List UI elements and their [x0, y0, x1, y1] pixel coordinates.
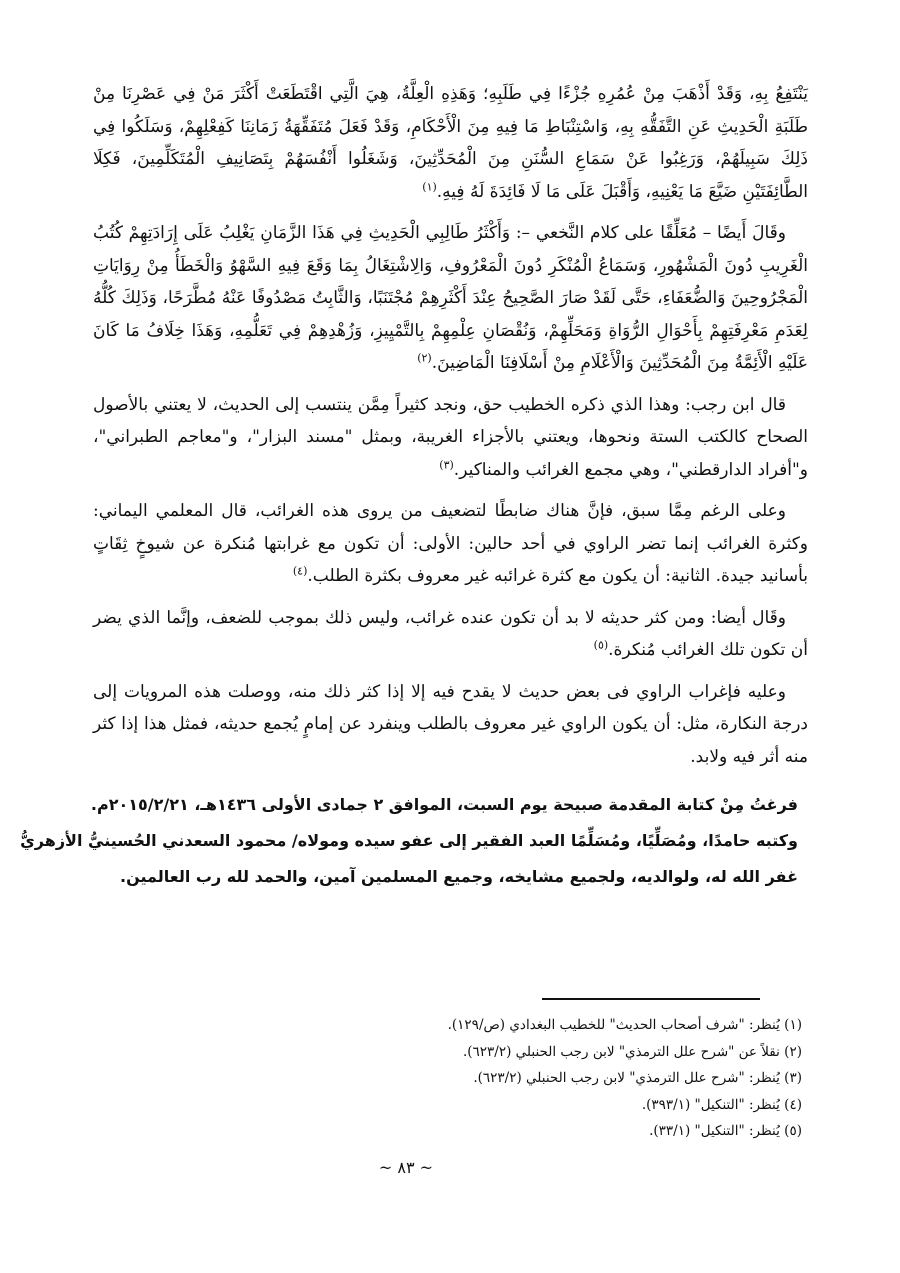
footnote-ref[interactable]: (١): [422, 179, 437, 193]
paragraph: [93, 217, 808, 380]
footnote-item: (١) يُنظر: "شرف أصحاب الحديث" للخطيب البغدادي (ص/١٢٩).: [447, 1017, 802, 1033]
footnote-item: (٣) يُنظر: "شرح علل الترمذي" لابن رجب الحنبلي (٦٢٣/٢).: [473, 1070, 802, 1086]
paragraph: [93, 495, 808, 593]
footnotes: [202, 1012, 802, 1145]
paragraph-text: وقَالَ أَيضًا – مُعَلِّقًا على كلام النَّخعي –: وَأَكْثَرُ طَالِبِي الْحَدِيثِ فِي هَذَا الزَّمَانِ يَغْلِبُ عَلَى إِرَادَتِهِمْ كُتُبُ الْغَرِيبِ دُونَ الْمَشْهُورِ، وَسَمَاعُ الْمُنْكَرِ دُونَ الْمَعْرُوفِ، وَالِاشْتِغَالُ بِمَا وَقَعَ فِيهِ السَّهْوُ وَالْخَطَأُ مِنْ رِوَايَاتِ الْمَجْرُوحِينَ وَالضُّعَفَاءِ، حَتَّى لَقَدْ صَارَ الصَّحِيحُ عِنْدَ أَكْثَرِهِمْ مُجْتَنَبًا، وَالثَّابِتُ مَصْدُوفًا عَنْهُ مُطَّرَحًا، وَذَلِكَ كُلُّهُ لِعَدَمِ مَعْرِفَتِهِمْ بِأَحْوَالِ الرُّوَاةِ وَمَحَلِّهِمْ، وَنُقْصَانِ عِلْمِهِمْ بِالتَّمْيِيزِ، وَزُهْدِهِمْ فِي تَعَلُّمِهِ، وَهَذَا خِلَافُ مَا كَانَ عَلَيْهِ الْأَئِمَّةُ مِنَ الْمُحَدِّثِينَ وَالْأَعْلَامِ مِنْ أَسْلَافِنَا الْمَاضِينَ.: [93, 223, 808, 373]
page-body: [20, 78, 808, 895]
footnote-ref[interactable]: (٥): [593, 638, 609, 652]
paragraph-text: يَنْتَفِعُ بِهِ، وَقَدْ أَذْهَبَ مِنْ عُمُرِهِ جُزْءًا فِي طَلَبِهِ؛ وَهَذِهِ الْعِلَّةُ، هِيَ الَّتِي اقْتَطَعَتْ أَكْثَرَ مَنْ فِي عَصْرِنَا مِنْ طَلَبَةِ الْحَدِيثِ عَنِ التَّفَقُّهِ بِهِ، وَاسْتِنْبَاطِ مَا فِيهِ مِنَ الْأَحْكَامِ، وَقَدْ فَعَلَ مُتَفَقِّهَةُ زَمَانِنَا كَفِعْلِهِمْ، وَسَلَكُوا فِي ذَلِكَ سَبِيلَهُمْ، وَرَغِبُوا عَنْ سَمَاعِ السُّنَنِ مِنَ الْمُحَدِّثِينَ، وَشَغَلُوا أَنْفُسَهُمْ بِتَصَانِيفِ الْمُتَكَلِّمِينَ، فَكِلَا الطَّائِفَتَيْنِ ضَيَّعَ مَا يَعْنِيهِ، وَأَقْبَلَ عَلَى مَا لَا فَائِدَةَ لَهُ فِيهِ.: [93, 84, 808, 202]
paragraph-text: قال ابن رجب: وهذا الذي ذكره الخطيب حق، ونجد كثيراً مِمَّن ينتسب إلى الحديث، لا يعتني بالأصول الصحاح كالكتب الستة ونحوها، ويعتني بالأجزاء الغريبة، وبمثل "مسند البزار"، و"معاجم الطبراني"، و"أفراد الدارقطني"، وهي مجمع الغرائب والمناكير.: [93, 394, 808, 480]
closing-colophon: [20, 787, 808, 895]
footnote-ref[interactable]: (٤): [292, 564, 308, 578]
paragraph: [93, 676, 808, 774]
page-number: ~ ٨٣ ~: [378, 1158, 434, 1177]
paragraph: [93, 78, 808, 208]
paragraph: [93, 389, 808, 487]
paragraph: [93, 602, 808, 667]
closing-line: وكتبه حامدًا، ومُصَلِّيًا، ومُسَلِّمًا العبد الفقير إلى عفو سيده ومولاه/ محمود السعدني الحُسينيُّ الأزهريُّ: [20, 831, 798, 850]
footnote-separator: [542, 998, 760, 1000]
closing-line: غفر الله له، ولوالديه، ولجميع مشايخه، وجميع المسلمين آمين، والحمد لله رب العالمين.: [120, 867, 798, 886]
footnote-ref[interactable]: (٢): [417, 351, 432, 365]
paragraph-text: وعليه فإغراب الراوي فى بعض حديث لا يقدح فيه إلا إذا كثر ذلك منه، ووصلت هذه المرويات إلى درجة النكارة، مثل: أن يكون الراوي غير معروف بالطلب وينفرد عن إمامٍ يُجمع حديثه، فمثل هذا إذا كثر منه أثر فيه ولابد.: [93, 681, 808, 767]
footnote-item: (٤) يُنظر: "التنكيل" (٣٩٣/١).: [641, 1096, 802, 1113]
closing-line: فرغتُ مِنْ كتابة المقدمة صبيحة يوم السبت، الموافق ٢ جمادى الأولى ١٤٣٦هـ، ٢٠١٥/٢/٢١م.: [90, 795, 798, 814]
footnote-ref[interactable]: (٣): [439, 457, 454, 471]
paragraph-text: وقَال أيضا: ومن كثر حديثه لا بد أن تكون عنده غرائب، وليس ذلك بموجب للضعف، وإنَّما الذي يضر أن تكون تلك الغرائب مُنكرة.: [93, 607, 808, 660]
footnote-item: (٥) يُنظر: "التنكيل" (٣٣/١).: [649, 1123, 802, 1139]
footnote-item: (٢) نقلاً عن "شرح علل الترمذي" لابن رجب الحنبلي (٦٢٣/٢).: [462, 1043, 802, 1060]
paragraph-text: وعلى الرغم مِمَّا سبق، فإنَّ هناك ضابطًا لتضعيف من يروى هذه الغرائب، قال المعلمي اليماني: وكثرة الغرائب إنما تضر الراوي في أحد حالين: الأولى: أن تكون مع غرابتها مُنكرة عن شيوخٍ ثِقَاتٍ بأسانيد جيدة. الثانية: أن يكون مع كثرة غرائبه غير معروف بكثرة الطلب.: [93, 501, 808, 586]
